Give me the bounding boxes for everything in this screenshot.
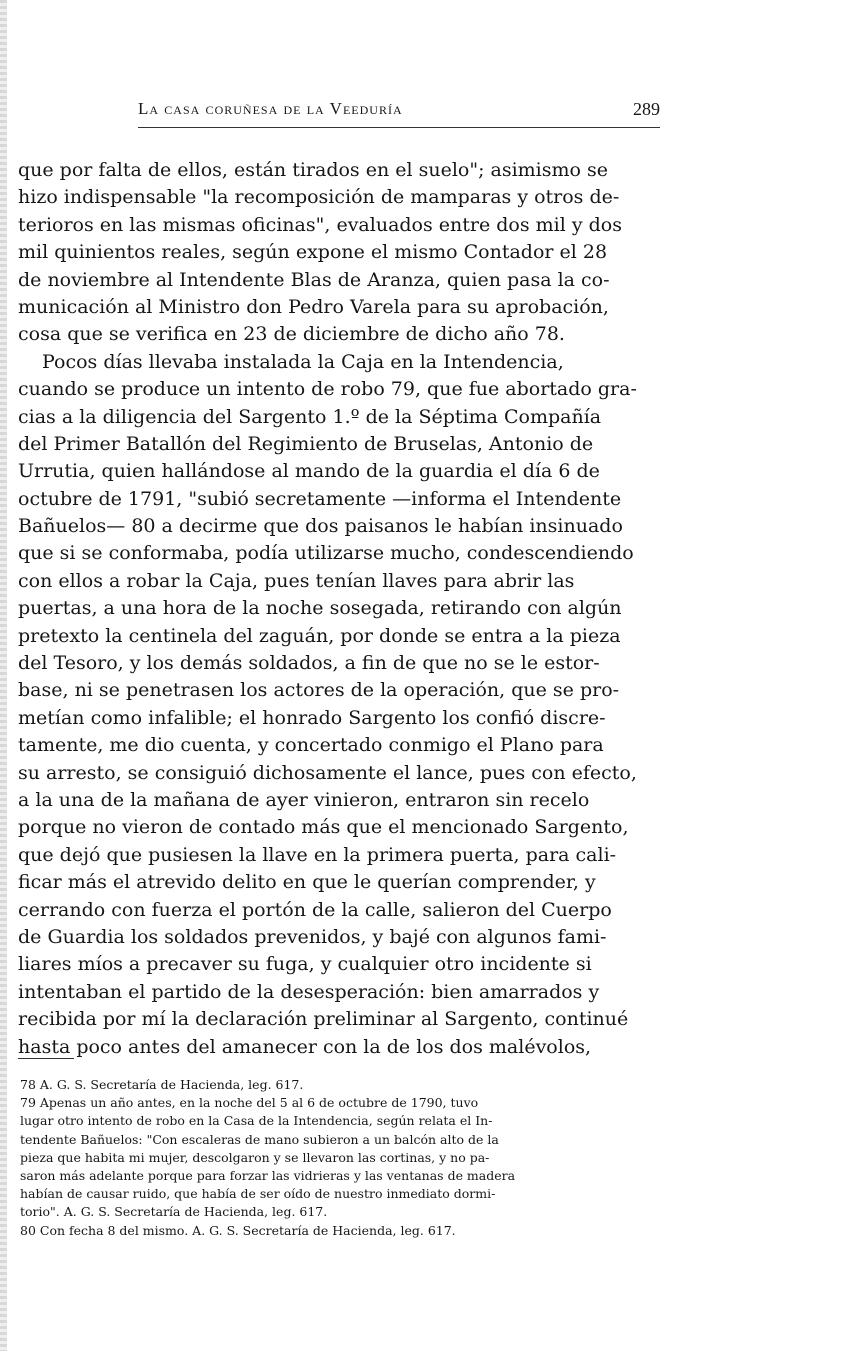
body-line: con ellos a robar la Caja, pues tenían llaves para abrir las xyxy=(18,569,575,592)
body-line: a la una de la mañana de ayer vinieron, entraron sin recelo xyxy=(18,788,590,811)
body-line: que dejó que pusiesen la llave en la primera puerta, para cali- xyxy=(18,843,617,866)
body-line: cerrando con fuerza el portón de la calle, salieron del Cuerpo xyxy=(18,898,612,921)
footnote-line: 78 A. G. S. Secretaría de Hacienda, leg. 617. xyxy=(20,1077,304,1092)
body-line: mil quinientos reales, según expone el mismo Contador el 28 xyxy=(18,241,608,264)
body-line: octubre de 1791, "subió secretamente —informa el Intendente xyxy=(18,487,622,510)
body-line: ficar más el atrevido delito en que le querían comprender, y xyxy=(18,871,596,894)
body-line: cuando se produce un intento de robo 79, que fue abortado gra- xyxy=(18,378,637,401)
body-line: que por falta de ellos, están tirados en el suelo"; asimismo se xyxy=(18,159,609,181)
body-line: metían como infalible; el honrado Sargento los confió discre- xyxy=(18,706,606,729)
body-line: tamente, me dio cuenta, y concertado conmigo el Plano para xyxy=(18,734,604,757)
body-line: porque no vieron de contado más que el mencionado Sargento, xyxy=(18,816,629,839)
page-number: 289 xyxy=(633,99,660,119)
footnote-line: habían de causar ruido, que había de ser oído de nuestro inmediato dormi- xyxy=(20,1186,496,1202)
body-line: Bañuelos— 80 a decirme que dos paisanos le habían insinuado xyxy=(18,515,623,538)
footnote-line: saron más adelante porque para forzar las vidrieras y las ventanas de madera xyxy=(20,1167,516,1183)
body-text xyxy=(18,157,660,1061)
body-line: hasta poco antes del amanecer con la de los dos malévolos, xyxy=(18,1035,592,1058)
footnote-line: 80 Con fecha 8 del mismo. A. G. S. Secretaría de Hacienda, leg. 617. xyxy=(20,1222,456,1238)
footnote-line: torio". A. G. S. Secretaría de Hacienda, leg. 617. xyxy=(20,1204,328,1220)
footnote-line: tendente Bañuelos: "Con escaleras de mano subieron a un balcón alto de la xyxy=(20,1131,499,1147)
body-line: del Tesoro, y los demás soldados, a fin de que no se le estor- xyxy=(18,652,600,675)
body-line: de noviembre al Intendente Blas de Aranza, quien pasa la co- xyxy=(18,268,610,291)
body-line: recibida por mí la declaración preliminar al Sargento, continué xyxy=(18,1008,629,1031)
body-line: su arresto, se consiguió dichosamente el lance, pues con efecto, xyxy=(18,761,637,784)
body-line: Urrutia, quien hallándose al mando de la guardia el día 6 de xyxy=(18,460,600,483)
footnote-line: pieza que habita mi mujer, descolgaron y se llevaron las cortinas, y no pa- xyxy=(20,1149,490,1165)
footnote-line: 79 Apenas un año antes, en la noche del 5 al 6 de octubre de 1790, tuvo xyxy=(20,1095,479,1111)
body-line: de Guardia los soldados prevenidos, y bajé con algunos fami- xyxy=(18,925,607,948)
footnotes xyxy=(20,1076,660,1240)
body-line: cias a la diligencia del Sargento 1.º de la Séptima Compañía xyxy=(18,405,602,428)
body-line: que si se conformaba, podía utilizarse mucho, condescendiendo xyxy=(18,542,634,565)
body-line: intentaban el partido de la desesperación: bien amarrados y xyxy=(18,980,600,1003)
header-rule xyxy=(138,127,660,128)
body-line: liares míos a precaver su fuga, y cualquier otro incidente si xyxy=(18,953,592,976)
footnote-rule xyxy=(18,1058,74,1059)
body-line: pretexto la centinela del zaguán, por donde se entra a la pieza xyxy=(18,624,621,647)
page-header xyxy=(138,99,660,131)
body-line: municación al Ministro don Pedro Varela para su aprobación, xyxy=(18,295,609,318)
scan-binding-edge xyxy=(0,0,7,1351)
body-line: cosa que se verifica en 23 de diciembre de dicho año 78. xyxy=(18,323,565,346)
body-line: base, ni se penetrasen los actores de la operación, que se pro- xyxy=(18,679,620,702)
body-line: del Primer Batallón del Regimiento de Bruselas, Antonio de xyxy=(18,432,594,455)
footnote-line: lugar otro intento de robo en la Casa de la Intendencia, según relata el In- xyxy=(20,1113,493,1129)
body-line: hizo indispensable "la recomposición de mamparas y otros de- xyxy=(18,186,620,209)
body-line: terioros en las mismas oficinas", evaluados entre dos mil y dos xyxy=(18,213,622,236)
running-title: La casa coruñesa de la Veeduría xyxy=(138,99,403,118)
body-line: puertas, a una hora de la noche sosegada, retirando con algún xyxy=(18,597,622,620)
body-line: Pocos días llevaba instalada la Caja en la Intendencia, xyxy=(42,350,564,373)
